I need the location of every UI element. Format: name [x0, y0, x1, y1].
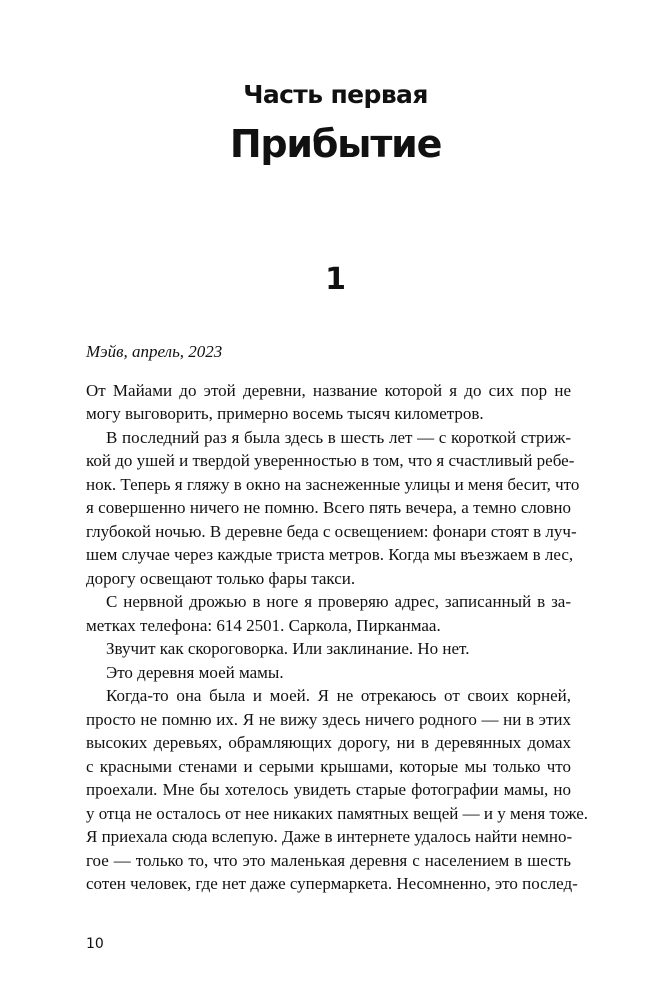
- text-line: В последний раз я была здесь в шесть лет — с короткой стриж-: [106, 427, 571, 447]
- text-line: С нервной дрожью в ноге я проверяю адрес, записанный в за-: [106, 592, 571, 611]
- text-line: шем случае через каждые триста метров. Когда мы въезжаем в лес,: [86, 545, 574, 564]
- text-line: с красными стенами и серыми крышами, которые мы только что: [86, 756, 571, 776]
- epigraph: Мэйв, апрель, 2023: [86, 342, 223, 361]
- text-line: кой до ушей и твердой уверенностью в том, что я счастливый ребе-: [86, 451, 575, 470]
- text-line: От Майами до этой деревни, название которой я до сих пор не: [86, 380, 571, 400]
- text-line: могу выговорить, примерно восемь тысяч километров.: [86, 404, 484, 423]
- text-line: я совершенно ничего не помню. Всего пять вечера, а темно словно: [86, 498, 571, 517]
- text-line: Я приехала сюда вслепую. Даже в интернете удалось найти немно-: [86, 827, 573, 846]
- paragraph-lines: [86, 379, 589, 896]
- page-number: 10: [86, 936, 104, 952]
- body-text: [86, 340, 589, 896]
- text-line: Звучит как скороговорка. Или заклинание. Но нет.: [106, 639, 470, 658]
- text-line: у отца не осталось от нее никаких памятных вещей — и у меня тоже.: [86, 803, 589, 823]
- text-line: проехали. Мне бы хотелось увидеть старые фотографии мамы, но: [86, 780, 571, 799]
- part-label: Часть первая: [243, 80, 428, 109]
- text-line: метках телефона: 614 2501. Саркола, Пирканмаа.: [86, 615, 441, 635]
- text-line: дорогу освещают только фары такси.: [86, 568, 356, 588]
- text-line: сотен человек, где нет даже супермаркета. Несомненно, это послед-: [86, 874, 578, 893]
- text-line: просто не помню их. Я не вижу здесь ничего родного — ни в этих: [86, 709, 571, 729]
- text-line: Когда-то она была и моей. Я не отрекаюсь от своих корней,: [106, 686, 571, 705]
- text-line: гое — только то, что это маленькая деревня с населением в шесть: [86, 850, 571, 870]
- text-line: Это деревня моей мамы.: [106, 662, 284, 682]
- chapter-number: 1: [325, 262, 346, 297]
- part-title: Прибытие: [229, 122, 442, 166]
- text-line: высоких деревьях, обрамляющих дорогу, ни в деревянных домах: [86, 733, 571, 752]
- text-line: нок. Теперь я гляжу в окно на заснеженные улицы и меня бесит, что: [86, 474, 580, 494]
- text-line: глубокой ночью. В деревне беда с освещением: фонари стоят в луч-: [86, 521, 577, 541]
